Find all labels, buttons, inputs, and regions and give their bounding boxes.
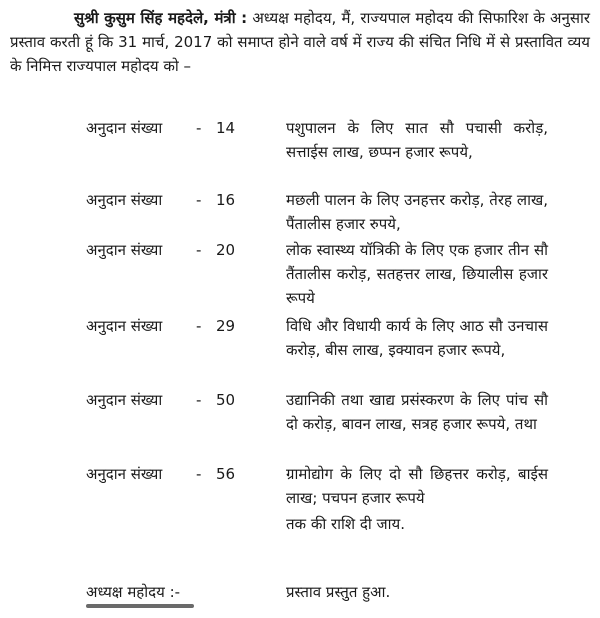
grant-description: उद्यानिकी तथा खाद्य प्रसंस्करण के लिए पांच सौ दो करोड़, बावन लाख, सत्रह हजार रूपये, तथा: [286, 391, 548, 433]
grant-label: अनुदान संख्या: [86, 191, 163, 209]
grant-dash: -: [196, 241, 202, 259]
closing-line: तक की राशि दी जाय.: [286, 515, 405, 533]
grant-label: अनुदान संख्या: [86, 317, 163, 335]
grant-number: 29: [216, 317, 236, 335]
intro-paragraph: [10, 6, 590, 78]
grant-label: अनुदान संख्या: [86, 465, 163, 483]
grant-description: लोक स्वास्थ्य यॉत्रिकी के लिए एक हजार तीन सौ तैंतालीस करोड़, सतहत्तर लाख, छियालीस हजार रूपये: [286, 241, 548, 307]
grant-number: 50: [216, 391, 236, 409]
grant-dash: -: [196, 317, 202, 335]
grant-description: मछली पालन के लिए उनहत्तर करोड़, तेरह लाख, पैंतालीस हजार रुपये,: [286, 191, 548, 233]
intro-text-block: [10, 6, 590, 78]
chair-label: अध्यक्ष महोदय :-: [86, 583, 181, 601]
grant-description: ग्रामोद्योग के लिए दो सौ छिहत्तर करोड़, बाईस लाख; पचपन हजार रूपये: [286, 465, 548, 507]
grant-dash: -: [196, 465, 202, 483]
grant-number: 14: [216, 119, 236, 137]
grant-dash: -: [196, 119, 202, 137]
grant-label: अनुदान संख्या: [86, 241, 163, 259]
grant-number: 20: [216, 241, 236, 259]
grant-label: अनुदान संख्या: [86, 391, 163, 409]
grant-dash: -: [196, 191, 202, 209]
grant-label: अनुदान संख्या: [86, 119, 163, 137]
chair-label-underline: [86, 604, 194, 608]
grant-number: 56: [216, 465, 236, 483]
speaker-name: सुश्री कुसुम सिंह महदेले, मंत्री :: [74, 9, 248, 27]
grant-number: 16: [216, 191, 236, 209]
grant-description: पशुपालन के लिए सात सौ पचासी करोड़, सत्ताईस लाख, छप्पन हजार रूपये,: [286, 119, 548, 161]
grant-dash: -: [196, 391, 202, 409]
grant-description: विधि और विधायी कार्य के लिए आठ सौ उनचास करोड़, बीस लाख, इक्यावन हजार रूपये,: [286, 317, 548, 359]
chair-statement: प्रस्ताव प्रस्तुत हुआ.: [286, 583, 391, 601]
intro-text: अध्यक्ष महोदय, मैं, राज्यपाल महोदय की सिफारिश के अनुसार प्रस्ताव करती हूं कि 31 मार्च, 2017 को समाप्त होने वाले वर्ष में राज्य की संचित निधि में से प्रस्तावित व्यय के निमित्त राज्यपाल महोदय को –: [10, 9, 590, 75]
